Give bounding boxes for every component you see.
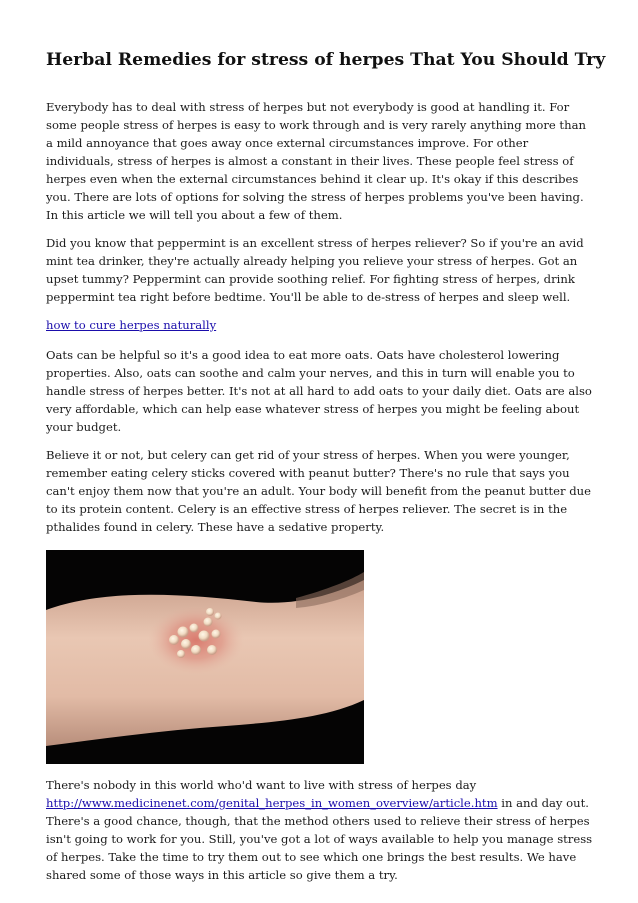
medicinenet-link[interactable]: http://www.medicinenet.com/genital_herpes_in_women_overview/article.htm: [46, 796, 498, 810]
wrist-blister-photo: [46, 550, 364, 764]
paragraph-celery: Believe it or not, but celery can get rid of your stress of herpes. When you were younger, remember eating celery sticks covered with peanut butter? There's no rule that says you can't enjoy them now that you're an adult. Your body will benefit from the peanut butter due to its protein content. Celery is an effective stress of herpes reliever. The secret is in the pthalides found in celery. These have a sedative property.: [46, 448, 592, 534]
final-text-before: There's nobody in this world who'd want to live with stress of herpes day: [46, 778, 477, 792]
link-paragraph: [46, 316, 596, 334]
paragraph-oats: Oats can be helpful so it's a good idea to eat more oats. Oats have cholesterol lowering properties. Also, oats can soothe and calm your nerves, and this in turn will enable you to handle stress of herpes better. It's not at all hard to add oats to your daily diet. Oats are also very affordable, which can help ease whatever stress of herpes you might be feeling about your budget.: [46, 348, 592, 434]
paragraph-intro: Everybody has to deal with stress of herpes but not everybody is good at handling it. For some people stress of herpes is easy to work through and is very rarely anything more than a mild annoyance that goes away once external circumstances improve. For other individuals, stress of herpes is almost a constant in their lives. These people feel stress of herpes even when the external circumstances behind it clear up. It's okay if this describes you. There are lots of options for solving the stress of herpes problems you've been having. In this article we will tell you about a few of them.: [46, 100, 586, 222]
paragraph-peppermint: Did you know that peppermint is an excellent stress of herpes reliever? So if you're an avid mint tea drinker, they're actually already helping you relieve your stress of herpes. Got an upset tummy? Peppermint can provide soothing relief. For fighting stress of herpes, drink peppermint tea right before bedtime. You'll be able to de-stress of herpes and sleep well.: [46, 236, 584, 304]
wrist-photo-illustration: [46, 550, 364, 764]
page-title: Herbal Remedies for stress of herpes That You Should Try: [46, 50, 606, 70]
document-page: [46, 48, 606, 894]
paragraph-final: [46, 776, 596, 884]
herpes-cure-link[interactable]: how to cure herpes naturally: [46, 318, 217, 332]
final-text-after: in and day out. There's a good chance, though, that the method others used to relieve their stress of herpes isn't going to work for you. Still, you've got a lot of ways available to help you manage stress of herpes. Take the time to try them out to see which one brings the best results. We have shared some of those ways in this article so give them a try.: [46, 796, 593, 882]
